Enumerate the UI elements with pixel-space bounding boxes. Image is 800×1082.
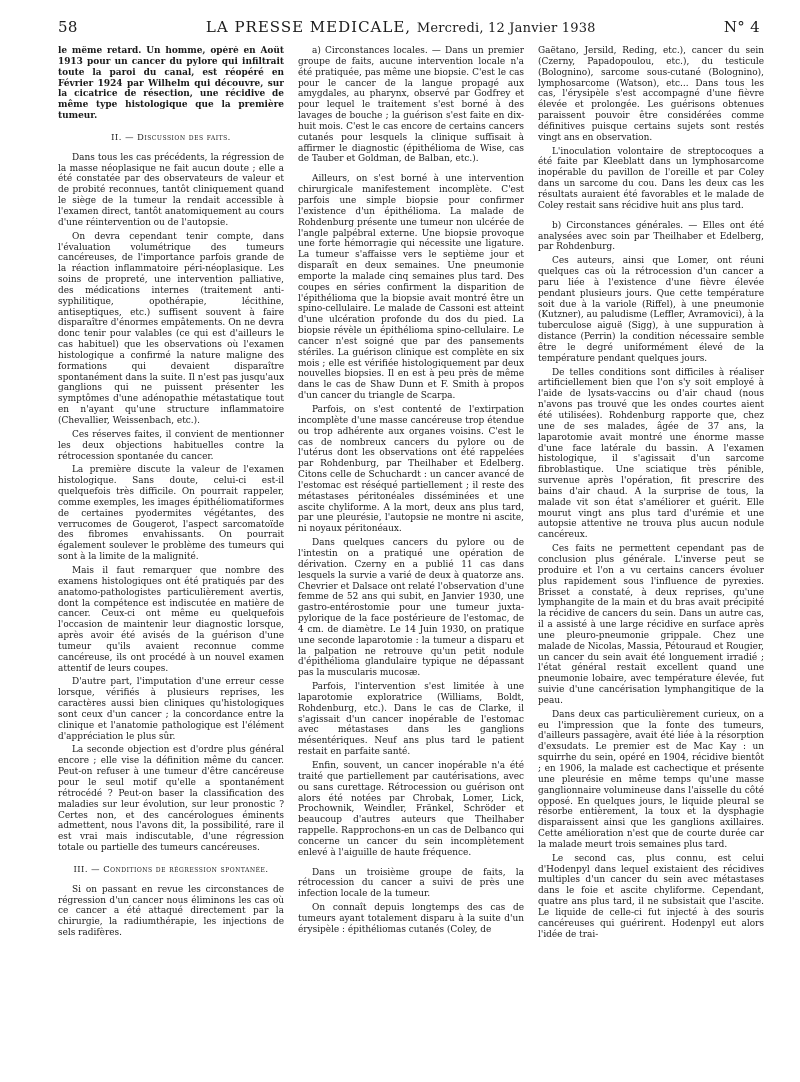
paragraph: La première discute la valeur de l'examen histologique. Sans doute, celui-ci est-il quelquefois très difficile. On pourrait rappeler, comme exemples, les images épithéliomatiformes de certaines pyodermites végétantes, des verrucomes de Gougerot, l'aspect sarcomatoïde des fibromes envahissants. On pourrait également soulever le problème des tumeurs qui sont à la limite de la malignité. [58, 465, 284, 563]
article-columns [58, 46, 764, 1076]
paragraph: D'autre part, l'imputation d'une erreur cesse lorsque, vérifiés à plusieurs reprises, les caractères aussi bien cliniques qu'histologiques sont ceux d'un cancer ; la concordance entre la clinique et l'anatomie pathologique est l'élément d'appréciation le plus sûr. [58, 677, 284, 742]
paragraph: Si on passant en revue les circonstances de régression d'un cancer nous éliminons les cas où ce cancer a été attaqué directement par la chirurgie, la radiumthérapie, les injections de sels radifères. [58, 884, 284, 939]
paragraph: Ailleurs, on s'est borné à une intervention chirurgicale manifestement incomplète. C'est parfois une simple biopsie pour confirmer l'existence d'un épithélioma. La malade de Rohdenburg présente une tumeur non ulcérée de l'angle palpébral externe. Une biopsie provoque une forte hémorragie qui nécessite une ligature. La tumeur s'affaisse vers le septième jour et disparaît en deux semaines. Une pneumonie emporte la malade cinq semaines plus tard. Des coupes en séries confirment la disparition de l'épithélioma que la biopsie avait montré être un spino-cellulaire. Le malade de Cassoni est atteint d'une ulcération profonde du dos du pied. La biopsie révèle un épithélioma spino-cellulaire. Le cancer n'est soigné que par des pansements stériles. La guérison clinique est complète en six mois ; elle est vérifiée histologiquement par deux nouvelles biopsies. Il en est à peu près de même dans le cas de Shaw Dunn et F. Smith à propos d'un cancer du triangle de Scarpa. [298, 174, 524, 402]
page-number: 58 [58, 18, 78, 36]
paragraph: Parfois, on s'est contenté de l'extirpation incomplète d'une masse cancéreuse trop étendue ou trop adhérente aux organes voisins. C'est le cas de nombreux cancers du pylore ou de l'utérus dont les observations ont été rappelées par Rohdenburg, par Theilhaber et Edelberg. Citons celle de Schuchardt : un cancer avancé de l'estomac est réséqué partiellement ; il reste des métastases péritonéales disséminées et une ascite chyliforme. A la mort, deux ans plus tard, par une pleurésie, l'autopsie ne montre ni ascite, ni noyaux péritonéaux. [298, 405, 524, 535]
paragraph: L'inoculation volontaire de streptocoques a été faite par Kleeblatt dans un lymphosarcome inopérable du pavillon de l'oreille et par Coley dans un sarcome du cou. Dans les deux cas les résultats auraient été favorables et le malade de Coley restait sans récidive huit ans plus tard. [538, 146, 764, 211]
paragraph: Dans deux cas particulièrement curieux, on a eu l'impression que la fonte des tumeurs, d'ailleurs passagère, avait été liée à la résorption d'exsudats. Le premier est de Mac Kay : un squirrhe du sein, opéré en 1904, récidive bientôt ; en 1906, la malade est cachectique et présente une pleurésie en même temps qu'une masse ganglionnaire volumineuse dans l'aisselle du côté opposé. En quelques jours, le liquide pleural se résorbe entièrement, la toux et la dysphagie disparaissent ainsi que les ganglions axillaires. Cette amélioration n'est que de courte durée car la malade meurt trois semaines plus tard. [538, 709, 764, 850]
paragraph: b) Circonstances générales. — Elles ont été analysées avec soin par Theilhaber et Edelberg, par Rohdenburg. [538, 220, 764, 253]
journal-heading [206, 18, 596, 36]
column-left [58, 46, 284, 1076]
column-right [538, 46, 764, 1076]
paragraph: Le second cas, plus connu, est celui d'Hodenpyl dans lequel existaient des récidives multiples d'un cancer du sein avec métastases dans le foie et ascite chyliforme. Cependant, quatre ans plus tard, il ne subsistait que l'ascite. Le liquide de celle-ci fut injecté à des souris cancéreuses qui guérirent. Hodenpyl eut alors l'idée de trai- [538, 853, 764, 940]
paragraph: Dans quelques cancers du pylore ou de l'intestin on a pratiqué une opération de dérivation. Czerny en a publié 11 cas dans lesquels la survie a varié de deux à quatorze ans. Chevrier et Dalsace ont relaté l'observation d'une femme de 52 ans qui subit, en Janvier 1930, une gastro-entérostomie pour une tumeur juxta-pylorique de la face postérieure de l'estomac, de 4 cm. de diamètre. Le 14 Juin 1930, on pratique une seconde laparotomie : la tumeur a disparu et la palpation ne retrouve qu'un petit nodule d'épithélioma glandulaire typique ne dépassant pas la muscularis mucosæ. [298, 538, 524, 679]
paragraph: Gaëtano, Jersild, Reding, etc.), cancer du sein (Czerny, Papadopoulou, etc.), du testicule (Bolognino), sarcome sous-cutané (Bolognino), lymphosarcome (Watson), etc... Dans tous les cas, l'érysipèle s'est accompagné d'une fièvre élevée et prolongée. Les guérisons obtenues paraissent pouvoir être considérées comme définitives puisque certains sujets sont restés vingt ans en observation. [538, 46, 764, 143]
paragraph: Ces réserves faites, il convient de mentionner les deux objections habituelles contre la rétrocession spontanée du cancer. [58, 429, 284, 462]
paragraph: Ces faits ne permettent cependant pas de conclusion plus générale. L'inverse peut se produire et l'on a vu certains cancers évoluer plus rapidement sous l'influence de pyrexies. Brisset a constaté, à deux reprises, qu'une lymphangite de la main et du bras avait précipité la récidive de cancers du sein. Dans un autre cas, il a assisté à une large récidive en surface après une pleuro-pneumonie grippale. Chez une malade de Nicolas, Massia, Pétouraud et Rougier, un cancer du sein avait été longuement irradié ; l'état général restait excellent quand une pneumonie lobaire, avec température élevée, fut suivie d'une cancérisation lymphangitique de la peau. [538, 544, 764, 706]
paragraph: On connaît depuis longtemps des cas de tumeurs ayant totalement disparu à la suite d'un érysipèle : épithéliomas cutanés (Coley, de [298, 903, 524, 935]
issue-date: Mercredi, 12 Janvier 1938 [416, 21, 596, 36]
paragraph: De telles conditions sont difficiles à réaliser artificiellement bien que l'on s'y soit employé à l'aide de lysats-vaccins ou d'air chaud (nous n'avons pas trouvé que les ondes courtes aient été utilisées). Rohdenburg rapporte que, chez une de ses malades, âgée de 37 ans, la laparotomie avait montré une énorme masse d'une face latérale du bassin. A l'examen histologique, il s'agissait d'un sarcome fibroblastique. Une sciatique très pénible, survenue après l'opération, fit prescrire des bains d'air chaud. A la surprise de tous, la malade vit son état s'améliorer et guérit. Elle mourut vingt ans plus tard d'urémie et une autopsie attentive ne trouva plus aucun nodule cancéreux. [538, 367, 764, 541]
paragraph: La seconde objection est d'ordre plus général encore ; elle vise la définition même du cancer. Peut-on refuser à une tumeur d'être cancéreuse pour le seul motif qu'elle a spontanément rétrocédé ? Peut-on baser la classification des maladies sur leur évolution, sur leur pronostic ? Certes non, et des cancérologues éminents admettent, nous l'avons dit, la possibilité, rare il est vrai mais indiscutable, d'une régression totale ou partielle des tumeurs cancéreuses. [58, 745, 284, 854]
section-heading: III. — Conditions de régression spontanée. [73, 863, 269, 874]
paragraph: Dans tous les cas précédents, la régression de la masse néoplasique ne fait aucun doute ; elle a été constatée par des observateurs de valeur et de probité reconnues, tantôt cliniquement quand le siège de la tumeur la rendait accessible à l'examen direct, tantôt anatomiquement au cours d'une réintervention ou de l'autopsie. [58, 152, 284, 228]
issue-number: N° 4 [723, 18, 760, 36]
journal-title: LA PRESSE MEDICALE, [205, 18, 412, 36]
paragraph: Ces auteurs, ainsi que Lomer, ont réuni quelques cas où la rétrocession d'un cancer a paru liée à l'existence d'une fièvre élevée pendant plusieurs jours. Que cette température soit due à la variole (Riffel), à une pneumonie (Kutzner), au paludisme (Leffler, Avramovici), à la tuberculose aiguë (Sigg), à une suppuration à distance (Perrin) la condition nécessaire semble être le degré uniformément élevé de la température pendant quelques jours. [538, 256, 764, 364]
paragraph: Parfois, l'intervention s'est limitée à une laparotomie exploratrice (Williams, Boldt, Rohdenburg, etc.). Dans le cas de Clarke, il s'agissait d'un cancer inopérable de l'estomac avec métastases dans les ganglions mésentériques. Neuf ans plus tard le patient restait en parfaite santé. [298, 682, 524, 758]
section-heading: II. — Discussion des faits. [111, 131, 231, 142]
column-middle [298, 46, 524, 1076]
paragraph: le même retard. Un homme, opéré en Août 1913 pour un cancer du pylore qui infiltrait toute la paroi du canal, est réopéré en Février 1924 par Wilhelm qui découvre, sur la cicatrice de résection, une récidive de même type histologique que la première tumeur. [58, 46, 284, 122]
paragraph: Dans un troisième groupe de faits, la rétrocession du cancer a suivi de près une infection locale de la tumeur. [298, 867, 524, 900]
paragraph: Enfin, souvent, un cancer inopérable n'a été traité que partiellement par cautérisations, avec ou sans curettage. Rétrocession ou guérison ont alors été notées par Chrobak, Lomer, Lick, Prochownik, Weindler, Fränkel, Schröder et beaucoup d'autres auteurs que Theilhaber rappelle. Rapprochons-en un cas de Delbanco qui concerne un cancer du sein incomplètement enlevé à l'aiguille de haute fréquence. [298, 761, 524, 858]
paragraph: On devra cependant tenir compte, dans l'évaluation volumétrique des tumeurs cancéreuses, de l'importance parfois grande de la réaction inflammatoire péri-néoplasique. Les soins de propreté, une intervention palliative, des médications internes (traitement anti-syphilitique, opothérapie, lécithine, antiseptiques, etc.) suffisent souvent à faire disparaître d'énormes empâtements. On ne devra donc tenir pour valables (ce qui est d'ailleurs le cas habituel) que les observations où l'examen histologique a confirmé la nature maligne des formations qui devaient disparaître spontanément dans la suite. Il n'est pas jusqu'aux ganglions qui ne puissent présenter les symptômes d'une adénopathie métastatique tout en n'ayant qu'une structure inflammatoire (Chevallier, Weissenbach, etc.). [58, 231, 284, 426]
running-header [58, 14, 760, 40]
paragraph: a) Circonstances locales. — Dans un premier groupe de faits, aucune intervention locale n'a été pratiquée, pas même une biopsie. C'est le cas pour le cancer de la langue propagé aux amygdales, au pharynx, observé par Godfrey et pour lequel le traitement s'est borné à des lavages de bouche ; la guérison s'est faite en dix-huit mois. C'est le cas encore de certains cancers cutanés pour lesquels la clinique suffisait à affirmer le diagnostic (épithélioma de Wise, cas de Tauber et Goldman, de Balban, etc.). [298, 46, 524, 165]
paragraph: Mais il faut remarquer que nombre des examens histologiques ont été pratiqués par des anatomo-pathologistes particulièrement avertis, dont la compétence est indiscutée en matière de cancer. Ceux-ci ont même eu quelquefois l'occasion de maintenir leur diagnostic lorsque, après avoir été avisés de la guérison d'une tumeur qu'ils avaient reconnue comme cancéreuse, ils ont procédé à un nouvel examen attentif de leurs coupes. [58, 565, 284, 674]
